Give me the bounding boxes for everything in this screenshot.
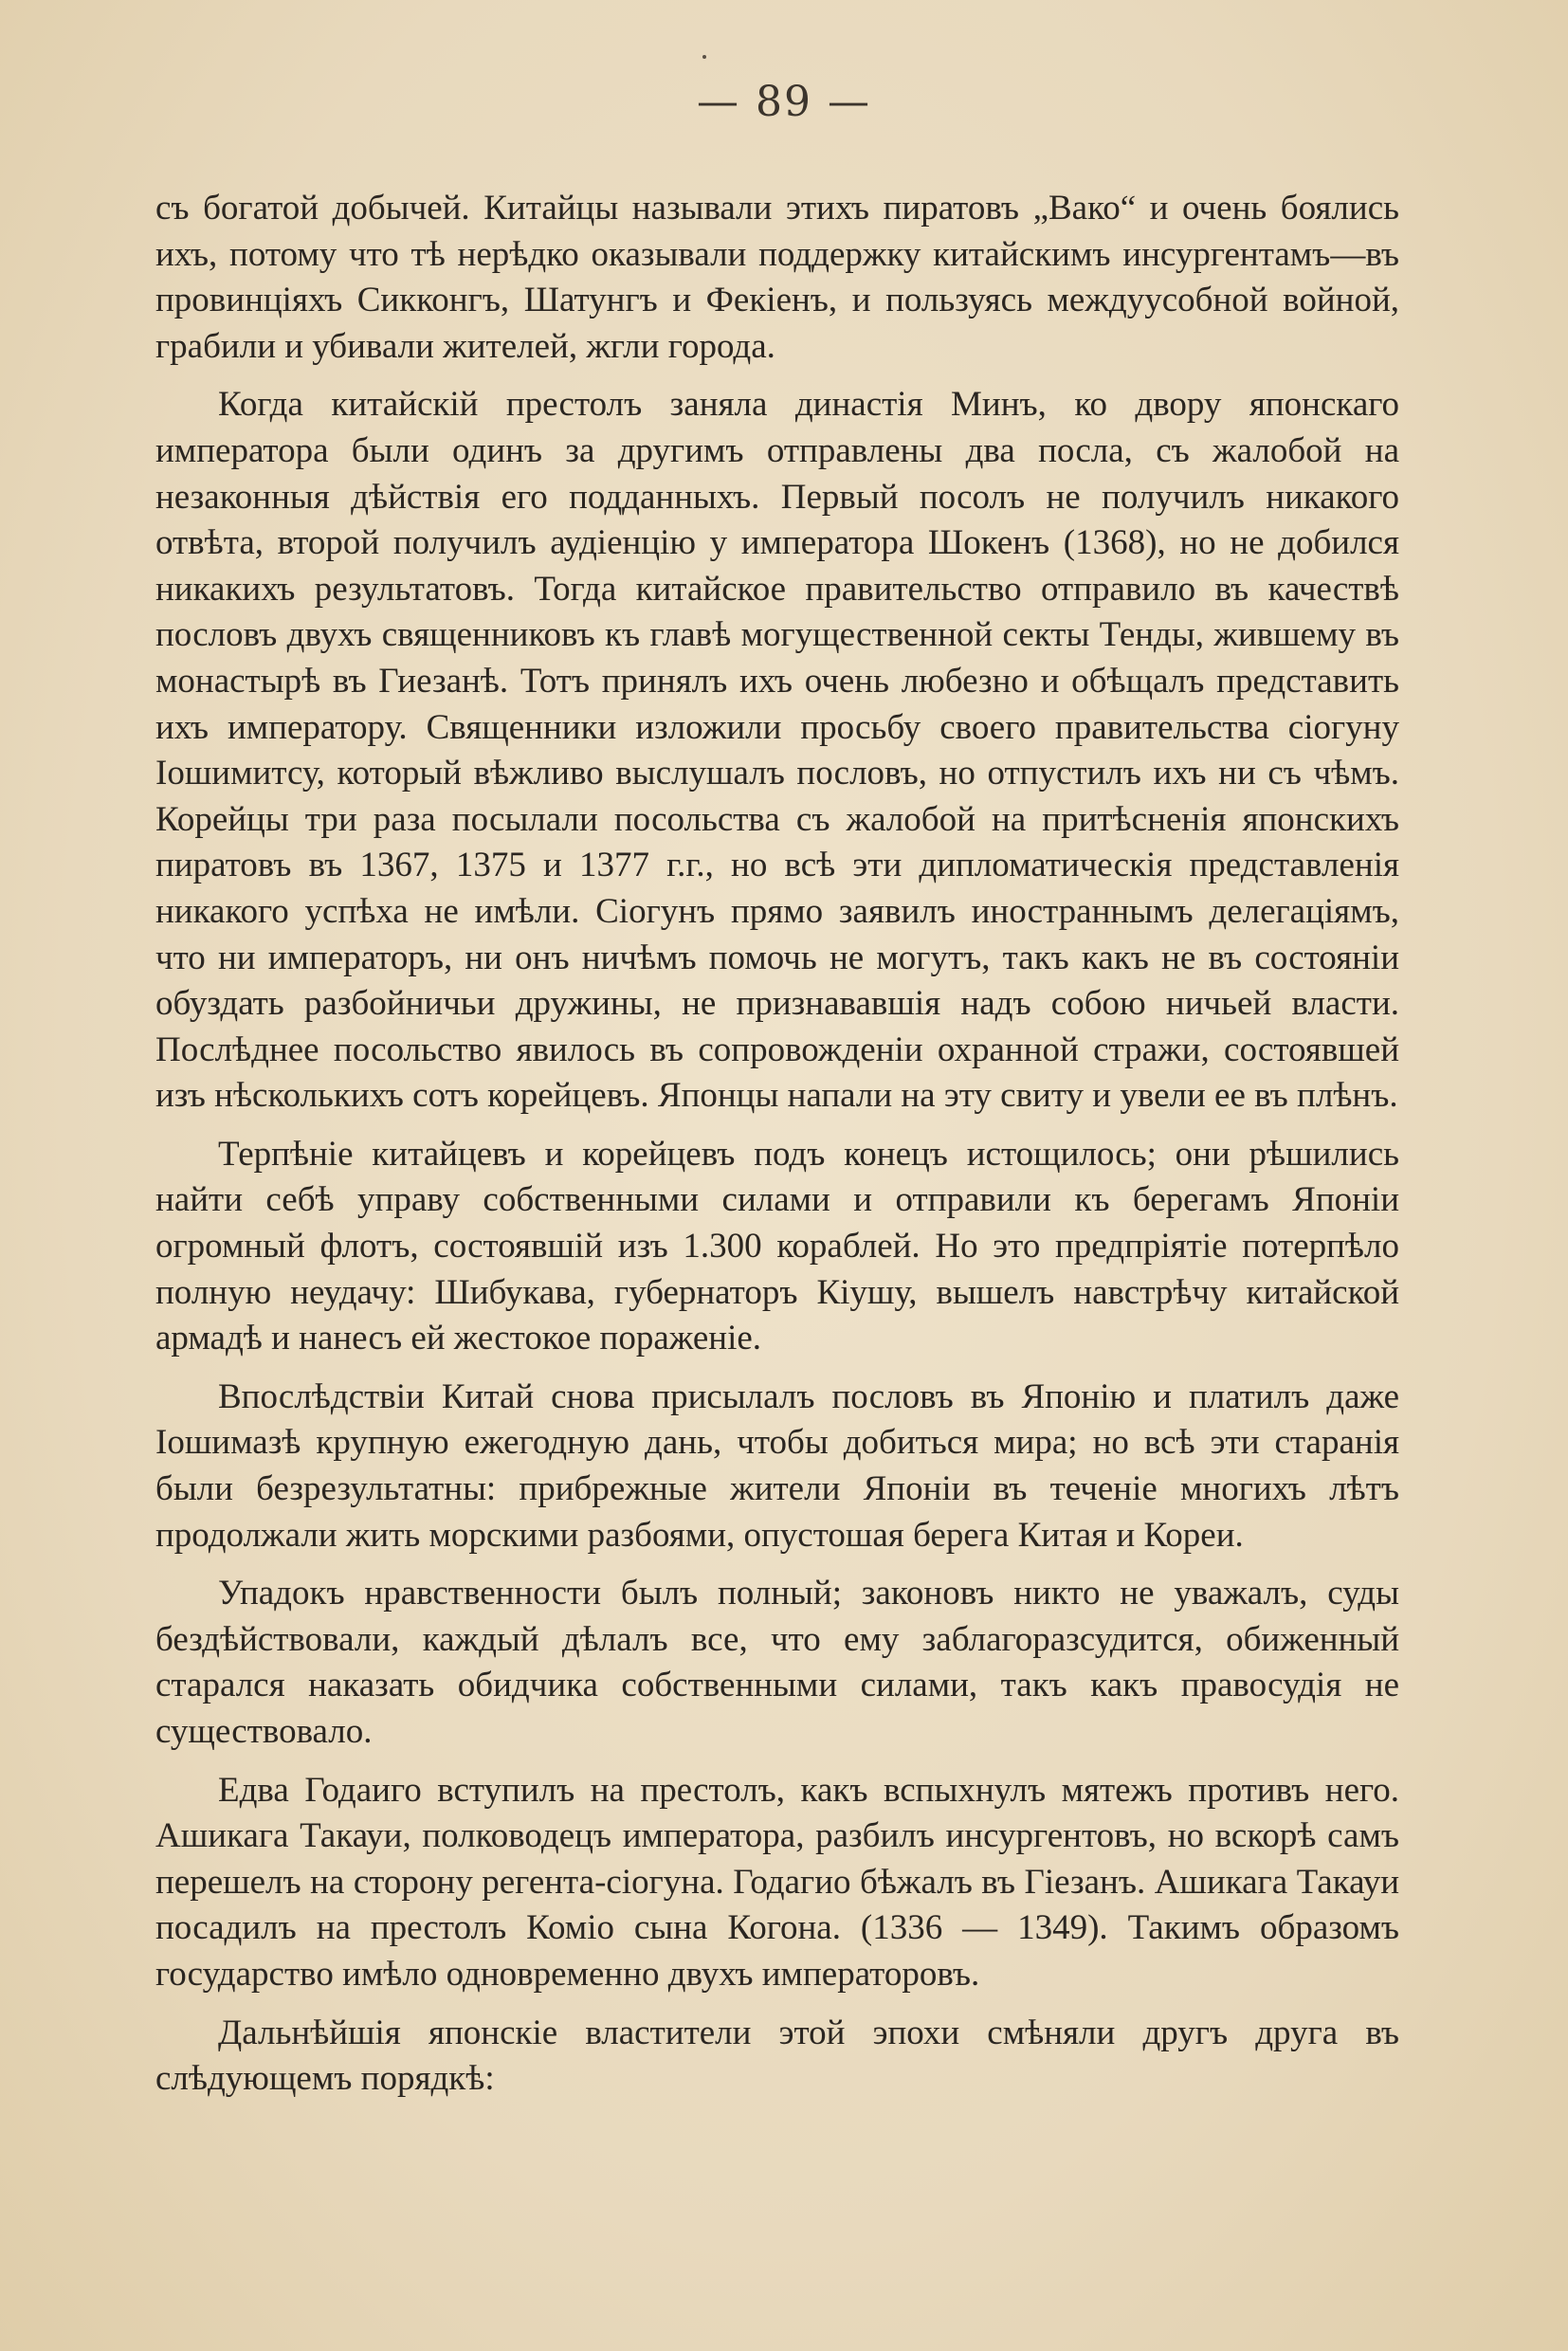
paragraph-7: Дальнѣйшія японскіе властители этой эпохи смѣняли другъ друга въ слѣдующемъ порядкѣ: <box>155 2013 1399 2099</box>
paragraph-1: съ богатой добычей. Китайцы называли этихъ пиратовъ „Вако“ и очень боялись ихъ, потому что тѣ нерѣдко оказывали поддержку китайскимъ инсургентамъ—въ провинціяхъ Сикконгъ, Шатунгъ и Фекіенъ, и пользуясь междуусобной войной, грабили и убивали жителей, жгли города. <box>155 189 1399 366</box>
print-speck <box>702 55 706 59</box>
page-number: — 89 — <box>697 78 871 126</box>
paragraph-5: Упадокъ нравственности былъ полный; законовъ никто не уважалъ, суды бездѣйствовали, каждый дѣлалъ все, что ему заблагоразсудится, обиженный старался наказать обидчика собственными силами, такъ какъ правосудія не существовало. <box>155 1574 1399 1751</box>
paragraph-4: Впослѣдствіи Китай снова присылалъ пословъ въ Японію и платилъ даже Іошимазѣ крупную ежегодную дань, чтобы добиться мира; но всѣ эти старанія были безрезультатны: прибрежные жители Японіи въ теченіе многихъ лѣтъ продолжали жить морскими разбоями, опустошая берега Китая и Кореи. <box>155 1376 1399 1555</box>
paragraph-6: Едва Годаиго вступилъ на престолъ, какъ вспыхнулъ мятежъ противъ него. Ашикага Такауи, полководецъ императора, разбилъ инсургентовъ, но вскорѣ самъ перешелъ на сторону регента-сіогуна. Годагио бѣжалъ въ Гіезанъ. Ашикага Такауи посадилъ на престолъ Коміо сына Когона. (1336 — 1349). Такимъ образомъ государство имѣло одновременно двухъ императоровъ. <box>155 1770 1399 1994</box>
paragraph-3: Терпѣніе китайцевъ и корейцевъ подъ конецъ истощилось; они рѣшились найти себѣ управу собственными силами и отправили къ берегамъ Японіи огромный флотъ, состоявшій изъ 1.300 кораблей. Но это предпріятіе потерпѣло полную неудачу: Шибукава, губернаторъ Кіушу, вышелъ навстрѣчу китайской армадѣ и нанесъ ей жестокое пораженіе. <box>155 1134 1399 1358</box>
paragraph-2: Когда китайскій престолъ заняла династія Минъ, ко двору японскаго императора были одинъ за другимъ отправлены два посла, съ жалобой на незаконныя дѣйствія его подданныхъ. Первый посолъ не получилъ никакого отвѣта, второй получилъ аудіенцію у императора Шокенъ (1368), но не добился никакихъ результатовъ. Тогда китайское правительство отправило въ качествѣ пословъ двухъ священниковъ къ главѣ могущественной секты Тенды, жившему въ монастырѣ въ Гиезанѣ. Тотъ принялъ ихъ очень любезно и обѣщалъ представить ихъ императору. Священники изложили просьбу своего правительства сіогуну Іошимитсу, который вѣжливо выслушалъ пословъ, но отпустилъ ихъ ни съ чѣмъ. Корейцы три раза посылали посольства съ жалобой на притѣсненія японскихъ пиратовъ въ 1367, 1375 и 1377 г.г., но всѣ эти дипломатическія представленія никакого успѣха не имѣли. Сіогунъ прямо заявилъ иностраннымъ делегаціямъ, что ни императоръ, ни онъ ничѣмъ помочь не могутъ, такъ какъ не въ состояніи обуздать разбойничьи дружины, не признававшія надъ собою ничьей власти. Послѣднее посольство явилось въ сопровожденіи охранной стражи, состоявшей изъ нѣсколькихъ сотъ корейцевъ. Японцы напали на эту свиту и увели ее въ плѣнъ. <box>155 385 1399 1116</box>
body-text <box>155 186 1399 2115</box>
